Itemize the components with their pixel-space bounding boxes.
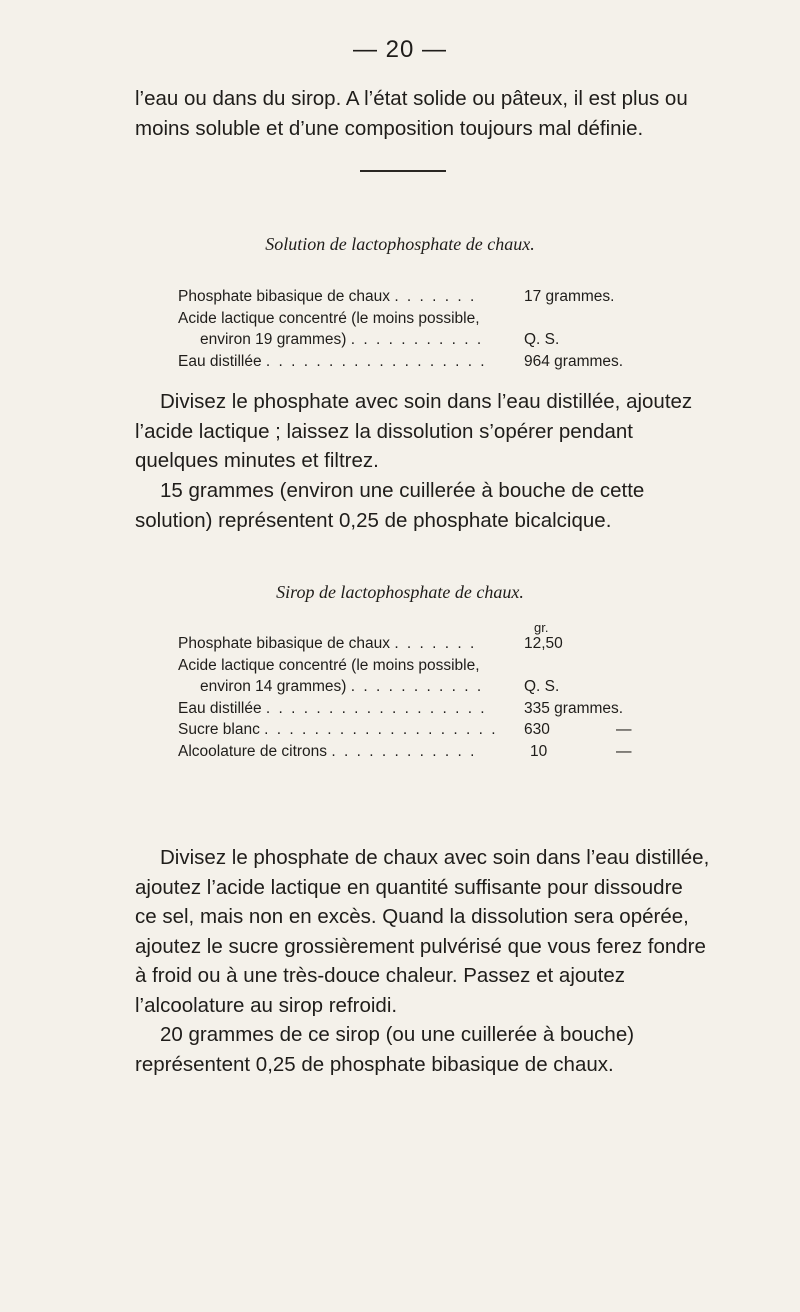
paragraph-dosage-1: 15 grammes (environ une cuillerée à bouche de cette solution) représentent 0,25 de phosphate bicalcique.	[135, 479, 645, 532]
ditto-mark: —	[616, 742, 632, 760]
ingredient-quantity: Q. S.	[524, 331, 560, 348]
ingredient-quantity: 12,50	[524, 635, 563, 652]
ingredient-label: Acide lactique concentré (le moins possible,	[178, 309, 480, 327]
recipe-row	[178, 676, 738, 698]
section-divider	[360, 170, 446, 172]
ingredient-quantity: 17 grammes.	[524, 288, 615, 305]
paragraph-intro: l’eau ou dans du sirop. A l’état solide ou pâteux, il est plus ou moins soluble et d’une composition toujours mal définie.	[135, 87, 688, 140]
sirop-heading: Sirop de lactophosphate de chaux.	[276, 582, 524, 602]
ingredient-label: Phosphate bibasique de chaux . . . . . . .	[178, 635, 477, 652]
ingredient-label: environ 19 grammes) . . . . . . . . . . .	[200, 331, 484, 348]
recipe-row	[178, 351, 738, 373]
paragraph-instructions-1: Divisez le phosphate avec soin dans l’eau distillée, ajoutez l’acide lactique ; laissez la dissolution s’opérer pendant quelques minutes et filtrez.	[135, 390, 693, 472]
recipe-row	[178, 741, 738, 763]
recipe-row	[178, 286, 738, 308]
ingredient-label: Alcoolature de citrons . . . . . . . . . . . .	[178, 742, 477, 760]
recipe-row	[178, 633, 738, 655]
ditto-mark: —	[616, 721, 632, 738]
ingredient-label: Eau distillée . . . . . . . . . . . . . . . . . .	[178, 352, 487, 370]
solution-recipe	[178, 286, 738, 372]
ingredient-label: Phosphate bibasique de chaux . . . . . . .	[178, 288, 477, 305]
recipe-row	[178, 655, 738, 677]
ingredient-label: Acide lactique concentré (le moins possible,	[178, 656, 480, 674]
recipe-row	[178, 698, 738, 720]
page-number: — 20 —	[352, 36, 448, 63]
paragraph-dosage-2: 20 grammes de ce sirop (ou une cuillerée à bouche) représentent 0,25 de phosphate bibasique de chaux.	[135, 1023, 635, 1076]
ingredient-quantity: 964 grammes.	[524, 352, 624, 370]
ingredient-quantity: 630	[524, 721, 550, 738]
recipe-row	[178, 308, 738, 330]
recipe-row	[178, 329, 738, 351]
ingredient-label: Eau distillée . . . . . . . . . . . . . . . . . .	[178, 699, 487, 717]
ingredient-quantity: 335 grammes.	[524, 699, 624, 717]
sirop-recipe	[178, 617, 738, 762]
unit-header	[178, 617, 738, 633]
solution-heading: Solution de lactophosphate de chaux.	[265, 234, 535, 254]
ingredient-label: Sucre blanc . . . . . . . . . . . . . . . . . . .	[178, 721, 498, 738]
ingredient-label: environ 14 grammes) . . . . . . . . . . .	[200, 678, 484, 695]
recipe-row	[178, 719, 738, 741]
unit-label: gr.	[534, 620, 549, 635]
paragraph-instructions-2: Divisez le phosphate de chaux avec soin dans l’eau distillée, ajoutez l’acide lactique en quantité suffisante pour dissoudre ce sel, mais non en excès. Quand la dissolution sera opérée, ajoutez le sucre grossièrement pulvérisé que vous ferez fondre à froid ou à une très-douce chaleur. Passez et ajoutez l’alcoolature au sirop refroidi.	[135, 846, 710, 1017]
ingredient-quantity: 10	[530, 742, 548, 760]
ingredient-quantity: Q. S.	[524, 678, 560, 695]
